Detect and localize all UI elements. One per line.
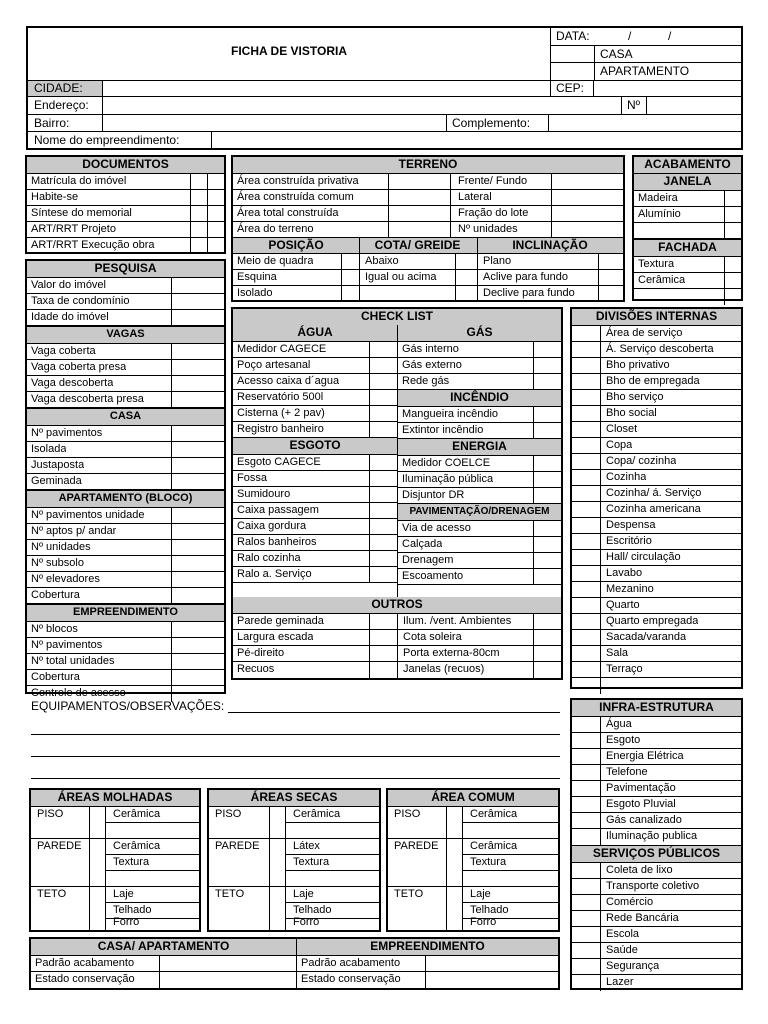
- observacoes-label: EQUIPAMENTOS/OBSERVAÇÕES:: [31, 699, 225, 713]
- observacoes-line[interactable]: [31, 756, 560, 757]
- section-title: PESQUISA: [27, 261, 224, 278]
- acabamento-section: ACABAMENTO JANELA Madeira Alumínio FACHADA Textura Cerâmica: [632, 155, 743, 301]
- list-item: Cozinha: [572, 470, 741, 486]
- list-item: Bho privativo: [572, 358, 741, 374]
- data-label: DATA:: [556, 29, 590, 43]
- pavimentacao-title: PAVIMENTAÇÃO/DRENAGEM: [398, 504, 561, 521]
- empreendimento-title: EMPREENDIMENTO: [297, 939, 558, 956]
- list-item: Pavimentação: [572, 781, 741, 797]
- list-item: Rede Bancária: [572, 911, 741, 927]
- checklist-section: CHECK LIST ÁGUA Medidor CAGECE Poço artesanal Acesso caixa d´agua Reservatório 500l Cisterna (+ 2 pav) Registro banheiro ESGOTO Esgoto CAGECE Fossa Sumidouro Caixa passagem Caixa gordura Ralos banheiros Ralo cozinha Ralo a. Serviço GÁS Gás interno Gás externo Rede gás INCÊNDIO Mangueira incêndio Extintor incêndio ENERGIA Medidor COELCE Iluminação pública Disjuntor DR PAVIMENTAÇÃO/DRENAGEM Via de acesso Calçada Drenagem Escoamento OUTROS Parede geminada Ilum. /vent. Ambientes Largura escada Cota soleira Pé-direito Porta externa-80cm Recuos Janelas (recuos): [231, 307, 563, 680]
- list-item: Bho serviço: [572, 390, 741, 406]
- list-item: Cobertura: [27, 588, 224, 604]
- documentos-section: [25, 155, 226, 254]
- list-item: Energia Elétrica: [572, 749, 741, 765]
- section-title: APARTAMENTO (BLOCO): [27, 490, 224, 508]
- list-item: Síntese do memorial: [27, 206, 224, 222]
- list-item: Escola: [572, 927, 741, 943]
- list-item: Escritório: [572, 534, 741, 550]
- list-item: Idade do imóvel: [27, 310, 224, 326]
- list-item: Esgoto Pluvial: [572, 797, 741, 813]
- list-item: Cobertura: [27, 670, 224, 686]
- list-item: Terraço: [572, 662, 741, 678]
- observacoes-line[interactable]: [228, 712, 560, 713]
- list-item: Mezanino: [572, 582, 741, 598]
- areas-secas-section: ÁREAS SECAS PISO PAREDE TETO Cerâmica Látex Textura Laje Telhado Forro: [207, 788, 381, 932]
- section-title: TERRENO: [233, 157, 623, 174]
- cota-title: COTA/ GREIDE: [374, 238, 461, 252]
- list-item: Nº pavimentos unidade: [27, 508, 224, 524]
- list-item: Habite-se: [27, 190, 224, 206]
- list-item: Nº pavimentos: [27, 638, 224, 654]
- list-item: Vaga descoberta presa: [27, 392, 224, 408]
- list-item: Despensa: [572, 518, 741, 534]
- section-title: CHECK LIST: [233, 309, 561, 326]
- list-item: Nº pavimentos: [27, 426, 224, 442]
- list-item: Hall/ circulação: [572, 550, 741, 566]
- list-item: Telefone: [572, 765, 741, 781]
- servicos-title: SERVIÇOS PÚBLICOS: [572, 845, 741, 863]
- list-item: Esgoto: [572, 733, 741, 749]
- list-item: Nº elevadores: [27, 572, 224, 588]
- list-item: Closet: [572, 422, 741, 438]
- endereco-label: Endereço:: [34, 98, 89, 112]
- section-title: DIVISÕES INTERNAS: [572, 309, 741, 326]
- list-item: Á. Serviço descoberta: [572, 342, 741, 358]
- list-item: Nº subsolo: [27, 556, 224, 572]
- inclinacao-title: INCLINAÇÃO: [512, 238, 588, 252]
- list-item: Iluminação publica: [572, 829, 741, 845]
- list-item: Taxa de condomínio: [27, 294, 224, 310]
- list-item: Bho de empregada: [572, 374, 741, 390]
- energia-title: ENERGIA: [398, 439, 561, 456]
- gas-title: GÁS: [398, 325, 561, 342]
- section-title: ÁREA COMUM: [388, 790, 558, 807]
- date-slash: /: [668, 29, 672, 43]
- list-item: Comércio: [572, 895, 741, 911]
- observacoes-line[interactable]: [31, 778, 560, 779]
- terreno-section: TERRENO Área construída privativa Frente/ Fundo Área construída comum Lateral Área total construída Fração do lote Área do terreno Nº unidades POSIÇÃO COTA/ GREIDE INCLINAÇÃO Meio de quadra Abaixo Plano Esquina Igual ou acima Aclive para fundo Isolado Declive para fundo: [231, 155, 625, 302]
- list-item: Matrícula do imóvel: [27, 174, 224, 190]
- numero-label: Nº: [627, 98, 641, 112]
- list-item: Quarto: [572, 598, 741, 614]
- observacoes-line[interactable]: [31, 734, 560, 735]
- apartamento-option[interactable]: APARTAMENTO: [600, 64, 690, 78]
- agua-title: ÁGUA: [233, 325, 397, 342]
- section-title: ÁREAS MOLHADAS: [31, 790, 199, 807]
- list-item: [572, 678, 741, 694]
- list-item: Gás canalizado: [572, 813, 741, 829]
- section-title: DOCUMENTOS: [27, 157, 224, 174]
- list-item: Justaposta: [27, 458, 224, 474]
- list-item: Valor do imóvel: [27, 278, 224, 294]
- list-item: Coleta de lixo: [572, 863, 741, 879]
- list-item: Área de serviço: [572, 326, 741, 342]
- list-item: Nº aptos p/ andar: [27, 524, 224, 540]
- posicao-title: POSIÇÃO: [268, 238, 324, 252]
- empreendimento-name-label: Nome do empreendimento:: [34, 133, 180, 147]
- section-title: ÁREAS SECAS: [209, 790, 379, 807]
- list-item: ART/RRT Execução obra: [27, 238, 224, 254]
- cep-label: CEP:: [556, 81, 585, 95]
- list-item: Nº blocos: [27, 622, 224, 638]
- outros-title: OUTROS: [233, 597, 561, 614]
- list-item: Copa/ cozinha: [572, 454, 741, 470]
- list-item: Água: [572, 717, 741, 733]
- list-item: Copa: [572, 438, 741, 454]
- list-item: Lazer: [572, 975, 741, 991]
- list-item: Bho social: [572, 406, 741, 422]
- date-slash: /: [628, 29, 632, 43]
- list-item: Segurança: [572, 959, 741, 975]
- list-item: Geminada: [27, 474, 224, 490]
- list-item: Vaga descoberta: [27, 376, 224, 392]
- janela-title: JANELA: [634, 174, 741, 191]
- cidade-label: CIDADE:: [28, 81, 102, 96]
- left-column: [25, 259, 226, 699]
- infra-section: [570, 698, 743, 990]
- list-item: Sala: [572, 646, 741, 662]
- incendio-title: INCÊNDIO: [398, 390, 561, 407]
- casa-apto-title: CASA/ APARTAMENTO: [31, 939, 296, 956]
- list-item: ART/RRT Projeto: [27, 222, 224, 238]
- list-item: Vaga coberta presa: [27, 360, 224, 376]
- section-title: EMPREENDIMENTO: [27, 604, 224, 622]
- list-item: Lavabo: [572, 566, 741, 582]
- areas-molhadas-section: ÁREAS MOLHADAS PISO PAREDE TETO Cerâmica Cerâmica Textura Laje Telhado Forro: [29, 788, 201, 932]
- area-comum-section: ÁREA COMUM PISO PAREDE TETO Cerâmica Cerâmica Textura Laje Telhado Forro: [386, 788, 560, 932]
- divisoes-section: [570, 307, 743, 689]
- list-item: Cozinha americana: [572, 502, 741, 518]
- padrao-section: CASA/ APARTAMENTO Padrão acabamento Estado conservação EMPREENDIMENTO Padrão acabamento Estado conservação: [29, 937, 560, 990]
- section-title: ACABAMENTO: [634, 157, 741, 174]
- bairro-label: Bairro:: [34, 116, 70, 130]
- list-item: Sacada/varanda: [572, 630, 741, 646]
- list-item: Transporte coletivo: [572, 879, 741, 895]
- list-item: Vaga coberta: [27, 344, 224, 360]
- section-title: INFRA-ESTRUTURA: [572, 700, 741, 717]
- casa-option[interactable]: CASA: [600, 47, 633, 61]
- fachada-title: FACHADA: [634, 239, 741, 257]
- header-box: [26, 26, 743, 150]
- section-title: VAGAS: [27, 326, 224, 344]
- list-item: Nº total unidades: [27, 654, 224, 670]
- form-title: FICHA DE VISTORIA: [230, 44, 347, 58]
- list-item: Controle de acesso: [27, 686, 224, 702]
- list-item: Cozinha/ á. Serviço: [572, 486, 741, 502]
- list-item: Saúde: [572, 943, 741, 959]
- list-item: Isolada: [27, 442, 224, 458]
- complemento-label: Complemento:: [452, 116, 531, 130]
- list-item: Quarto empregada: [572, 614, 741, 630]
- list-item: Nº unidades: [27, 540, 224, 556]
- esgoto-title: ESGOTO: [233, 438, 397, 455]
- section-title: CASA: [27, 408, 224, 426]
